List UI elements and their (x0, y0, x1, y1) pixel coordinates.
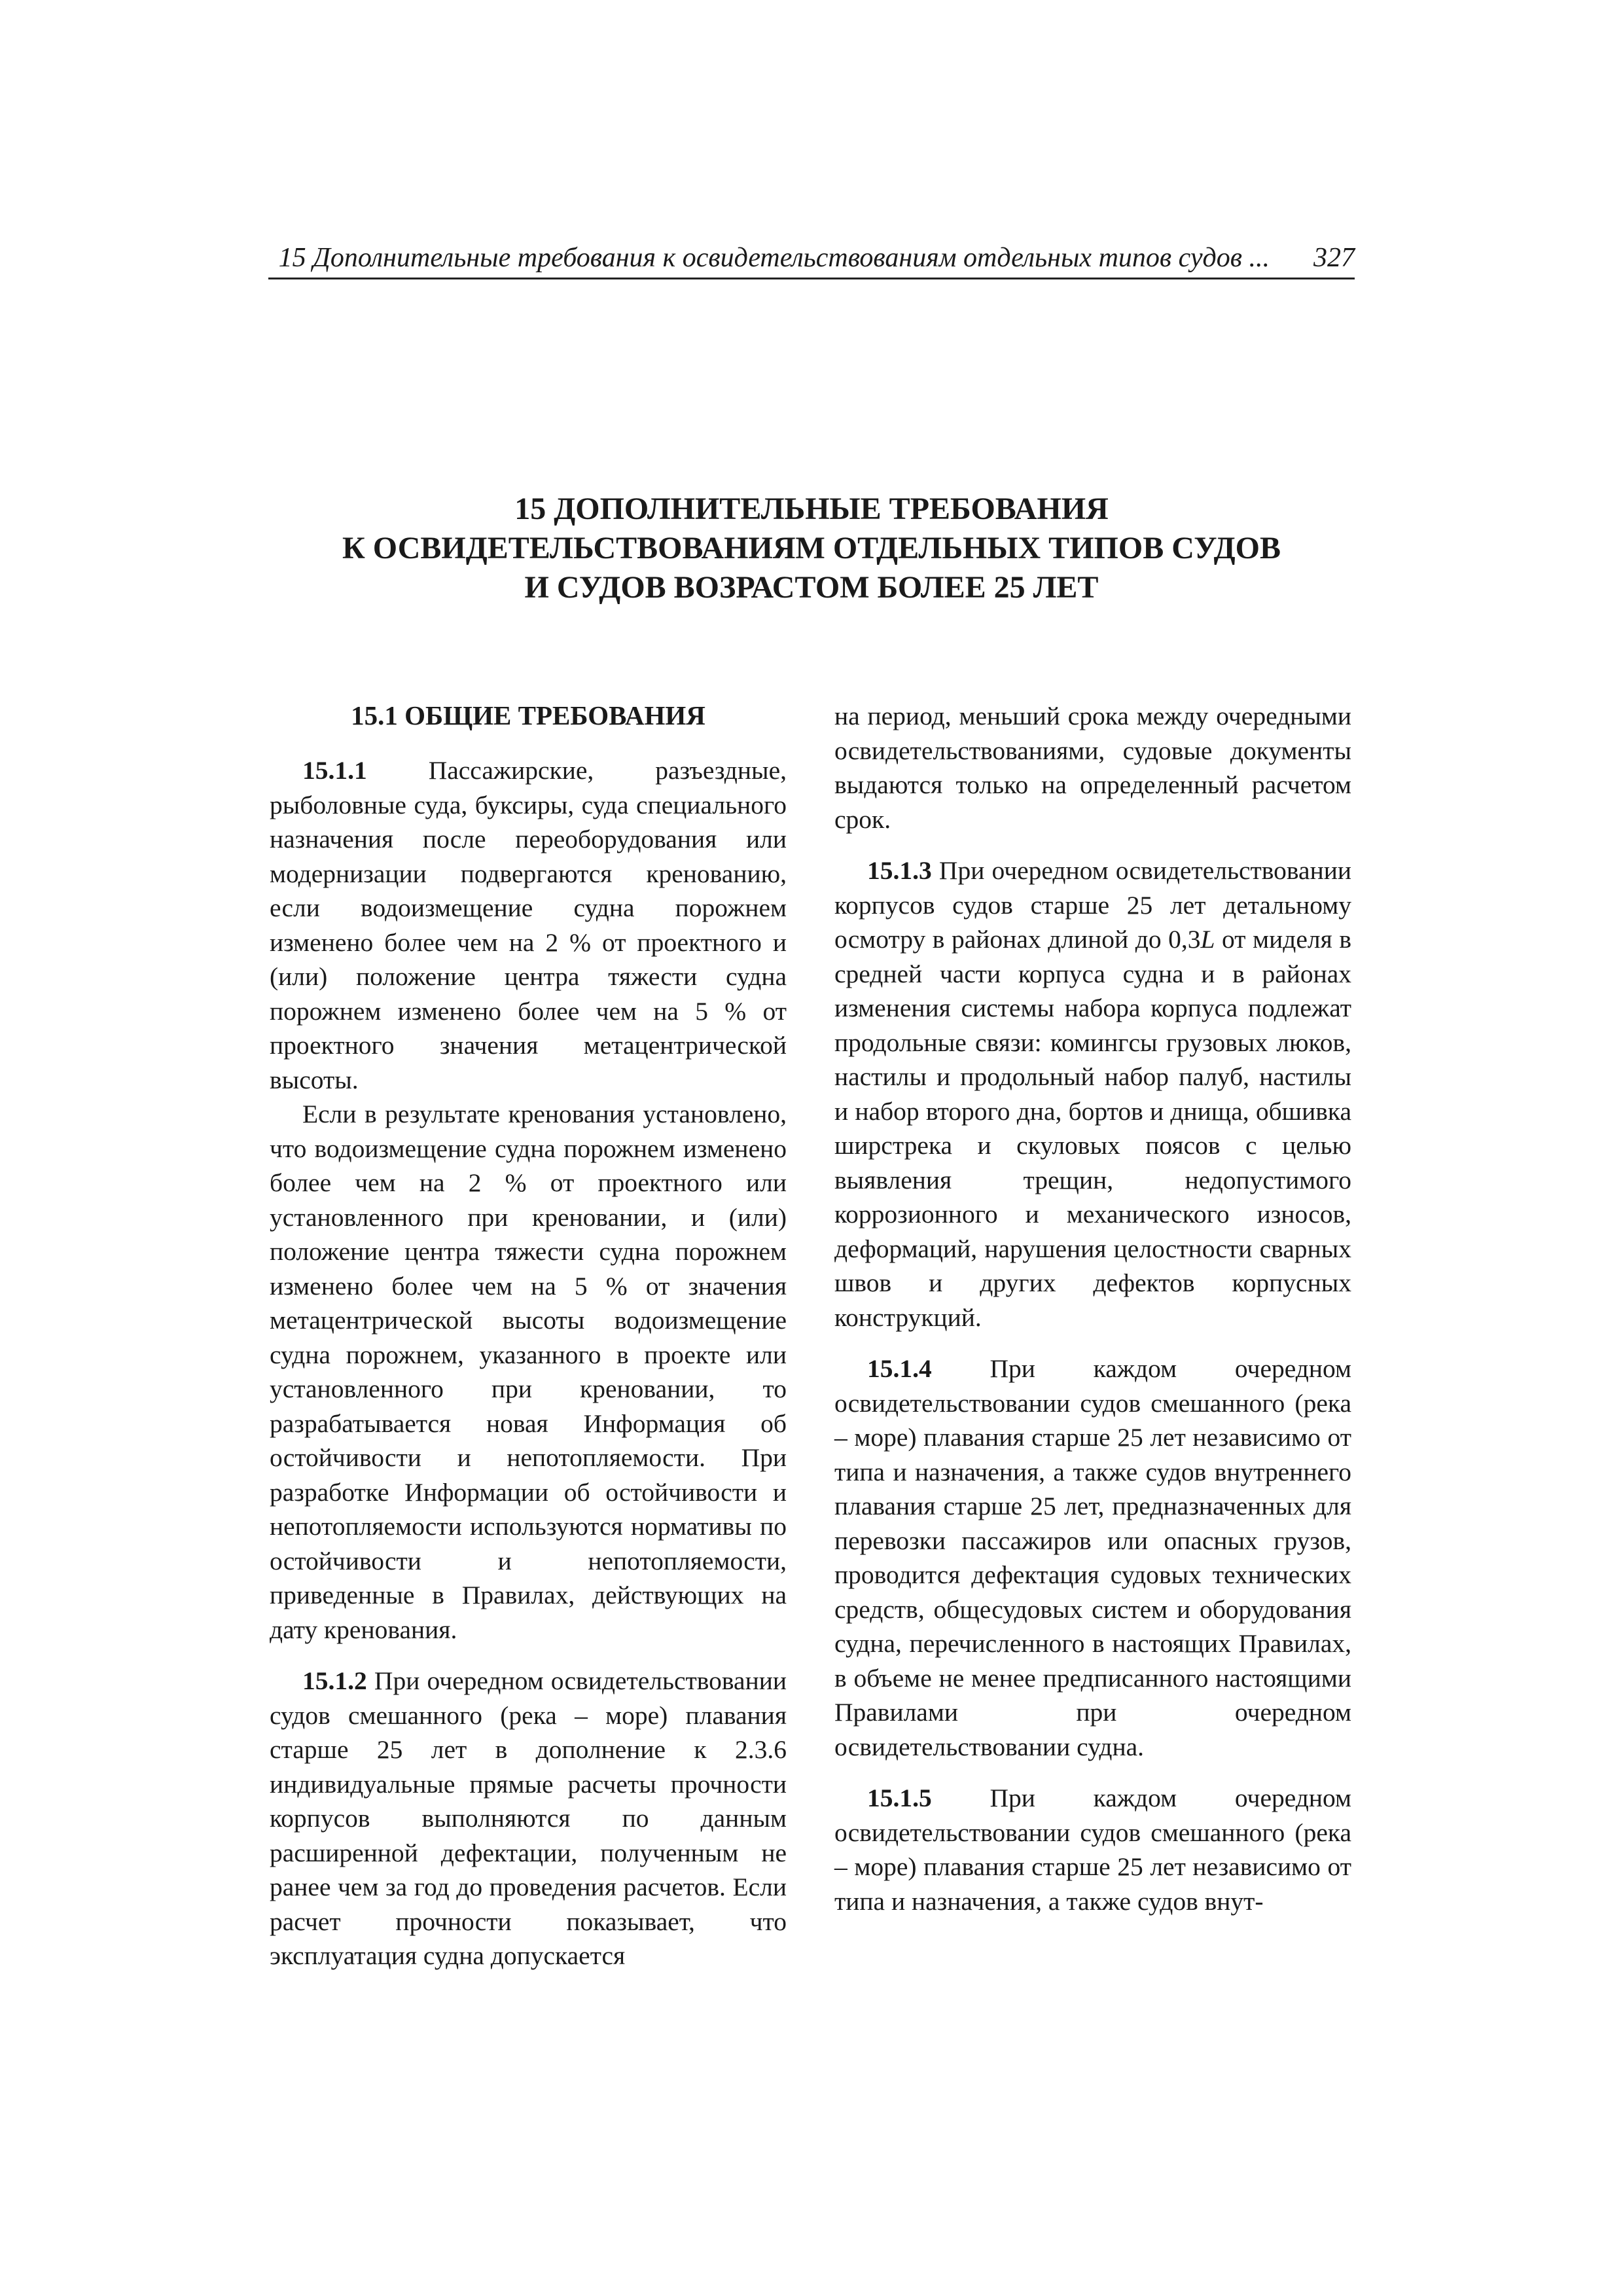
chapter-title-line-1: 15 ДОПОЛНИТЕЛЬНЫЕ ТРЕБОВАНИЯ (514, 492, 1109, 526)
running-header (268, 241, 1355, 279)
clause-number: 15.1.2 (302, 1666, 367, 1695)
clause-number: 15.1.1 (302, 756, 367, 785)
paragraph-text: При каждом очередном освидетельствовании судов смешанного (река – море) плавания старше 25 лет независимо от типа и назначения, а также судов внут- (834, 1784, 1351, 1916)
paragraph-15-1-1-continued: Если в результате кренования установлено, что водоизмещение судна порожнем изменено более чем на 2 % от проектного или установленного при креновании, и (или) положение центра тяжести судна порожнем изменено более чем на 5 % от значения метацентрической высоты водоизмещение судна порожнем, указанного в проекте или установленного при креновании, то разрабатывается новая Информация об остойчивости и непотопляемости. При разработке Информации об остойчивости и непотопляемости используются нормативы по остойчивости и непотопляемости, приведенные в Правилах, действующих на дату кренования. (270, 1100, 787, 1644)
paragraph-15-1-4 (834, 1352, 1351, 1764)
section-heading: 15.1 ОБЩИЕ ТРЕБОВАНИЯ (351, 700, 705, 730)
paragraph-15-1-3 (834, 853, 1351, 1335)
running-title: 15 Дополнительные требования к освидетельствованиям отдельных типов судов ... (278, 243, 1270, 273)
paragraph-text: При каждом очередном освидетельствовании судов смешанного (река – море) плавания старше 25 лет независимо от типа и назначения, а также судов внутреннего плавания старше 25 лет, предназначенных для перевозки пассажиров или опасных грузов, проводится дефектация судовых технических средств, общесудовых систем и оборудования судна, перечисленного в настоящих Правилах, в объеме не менее предписанного настоящими Правилами при очередном освидетельствовании судна. (834, 1354, 1351, 1761)
right-column (834, 699, 1351, 1918)
clause-number: 15.1.3 (867, 856, 932, 885)
paragraph-text: При очередном освидетельствовании корпусов судов старше 25 лет детальному осмотру в районах длиной до 0,3 (834, 856, 1351, 954)
left-column (270, 697, 787, 1973)
paragraph-15-1-2-continued: на период, меньший срока между очередными освидетельствованиями, судовые документы выдаются только на определенный расчетом срок. (834, 702, 1351, 834)
paragraph-15-1-5 (834, 1781, 1351, 1918)
paragraph-text: от миделя в средней части корпуса судна и в районах изменения системы набора корпуса подлежат продольные связи: комингсы грузовых люков, настилы и продольный набор палуб, настилы и набор второго дна, бортов и днища, обшивка ширстрека и скуловых поясов с целью выявления трещин, недопустимого коррозионного и механического износов, деформаций, нарушения целостности сварных швов и других дефектов корпусных конструкций. (834, 925, 1351, 1332)
clause-number: 15.1.4 (867, 1354, 932, 1383)
page-number: 327 (1313, 243, 1355, 273)
chapter-title (268, 490, 1355, 607)
paragraph-15-1-1 (270, 753, 787, 1097)
paragraph-text: Пассажирские, разъездные, рыболовные суда, буксиры, суда специального назначения после переоборудования или модернизации подвергаются кренованию, если водоизмещение судна порожнем изменено более чем на 2 % от проектного и (или) положение центра тяжести судна порожнем изменено более чем на 5 % от проектного значения метацентрической высоты. (270, 756, 787, 1094)
length-symbol: L (1200, 925, 1215, 954)
paragraph-text: При очередном освидетельствовании судов смешанного (река – море) плавания старше 25 лет в дополнение к 2.3.6 индивидуальные прямые расчеты прочности корпусов выполняются по данным расширенной дефектации, полученным не ранее чем за год до проведения расчетов. Если расчет прочности показывает, что эксплуатация судна допускается (270, 1666, 787, 1970)
clause-number: 15.1.5 (867, 1784, 932, 1812)
paragraph-15-1-2 (270, 1664, 787, 1973)
chapter-title-line-2: К ОСВИДЕТЕЛЬСТВОВАНИЯМ ОТДЕЛЬНЫХ ТИПОВ СУДОВ (342, 531, 1281, 565)
chapter-title-line-3: И СУДОВ ВОЗРАСТОМ БОЛЕЕ 25 ЛЕТ (524, 570, 1099, 605)
